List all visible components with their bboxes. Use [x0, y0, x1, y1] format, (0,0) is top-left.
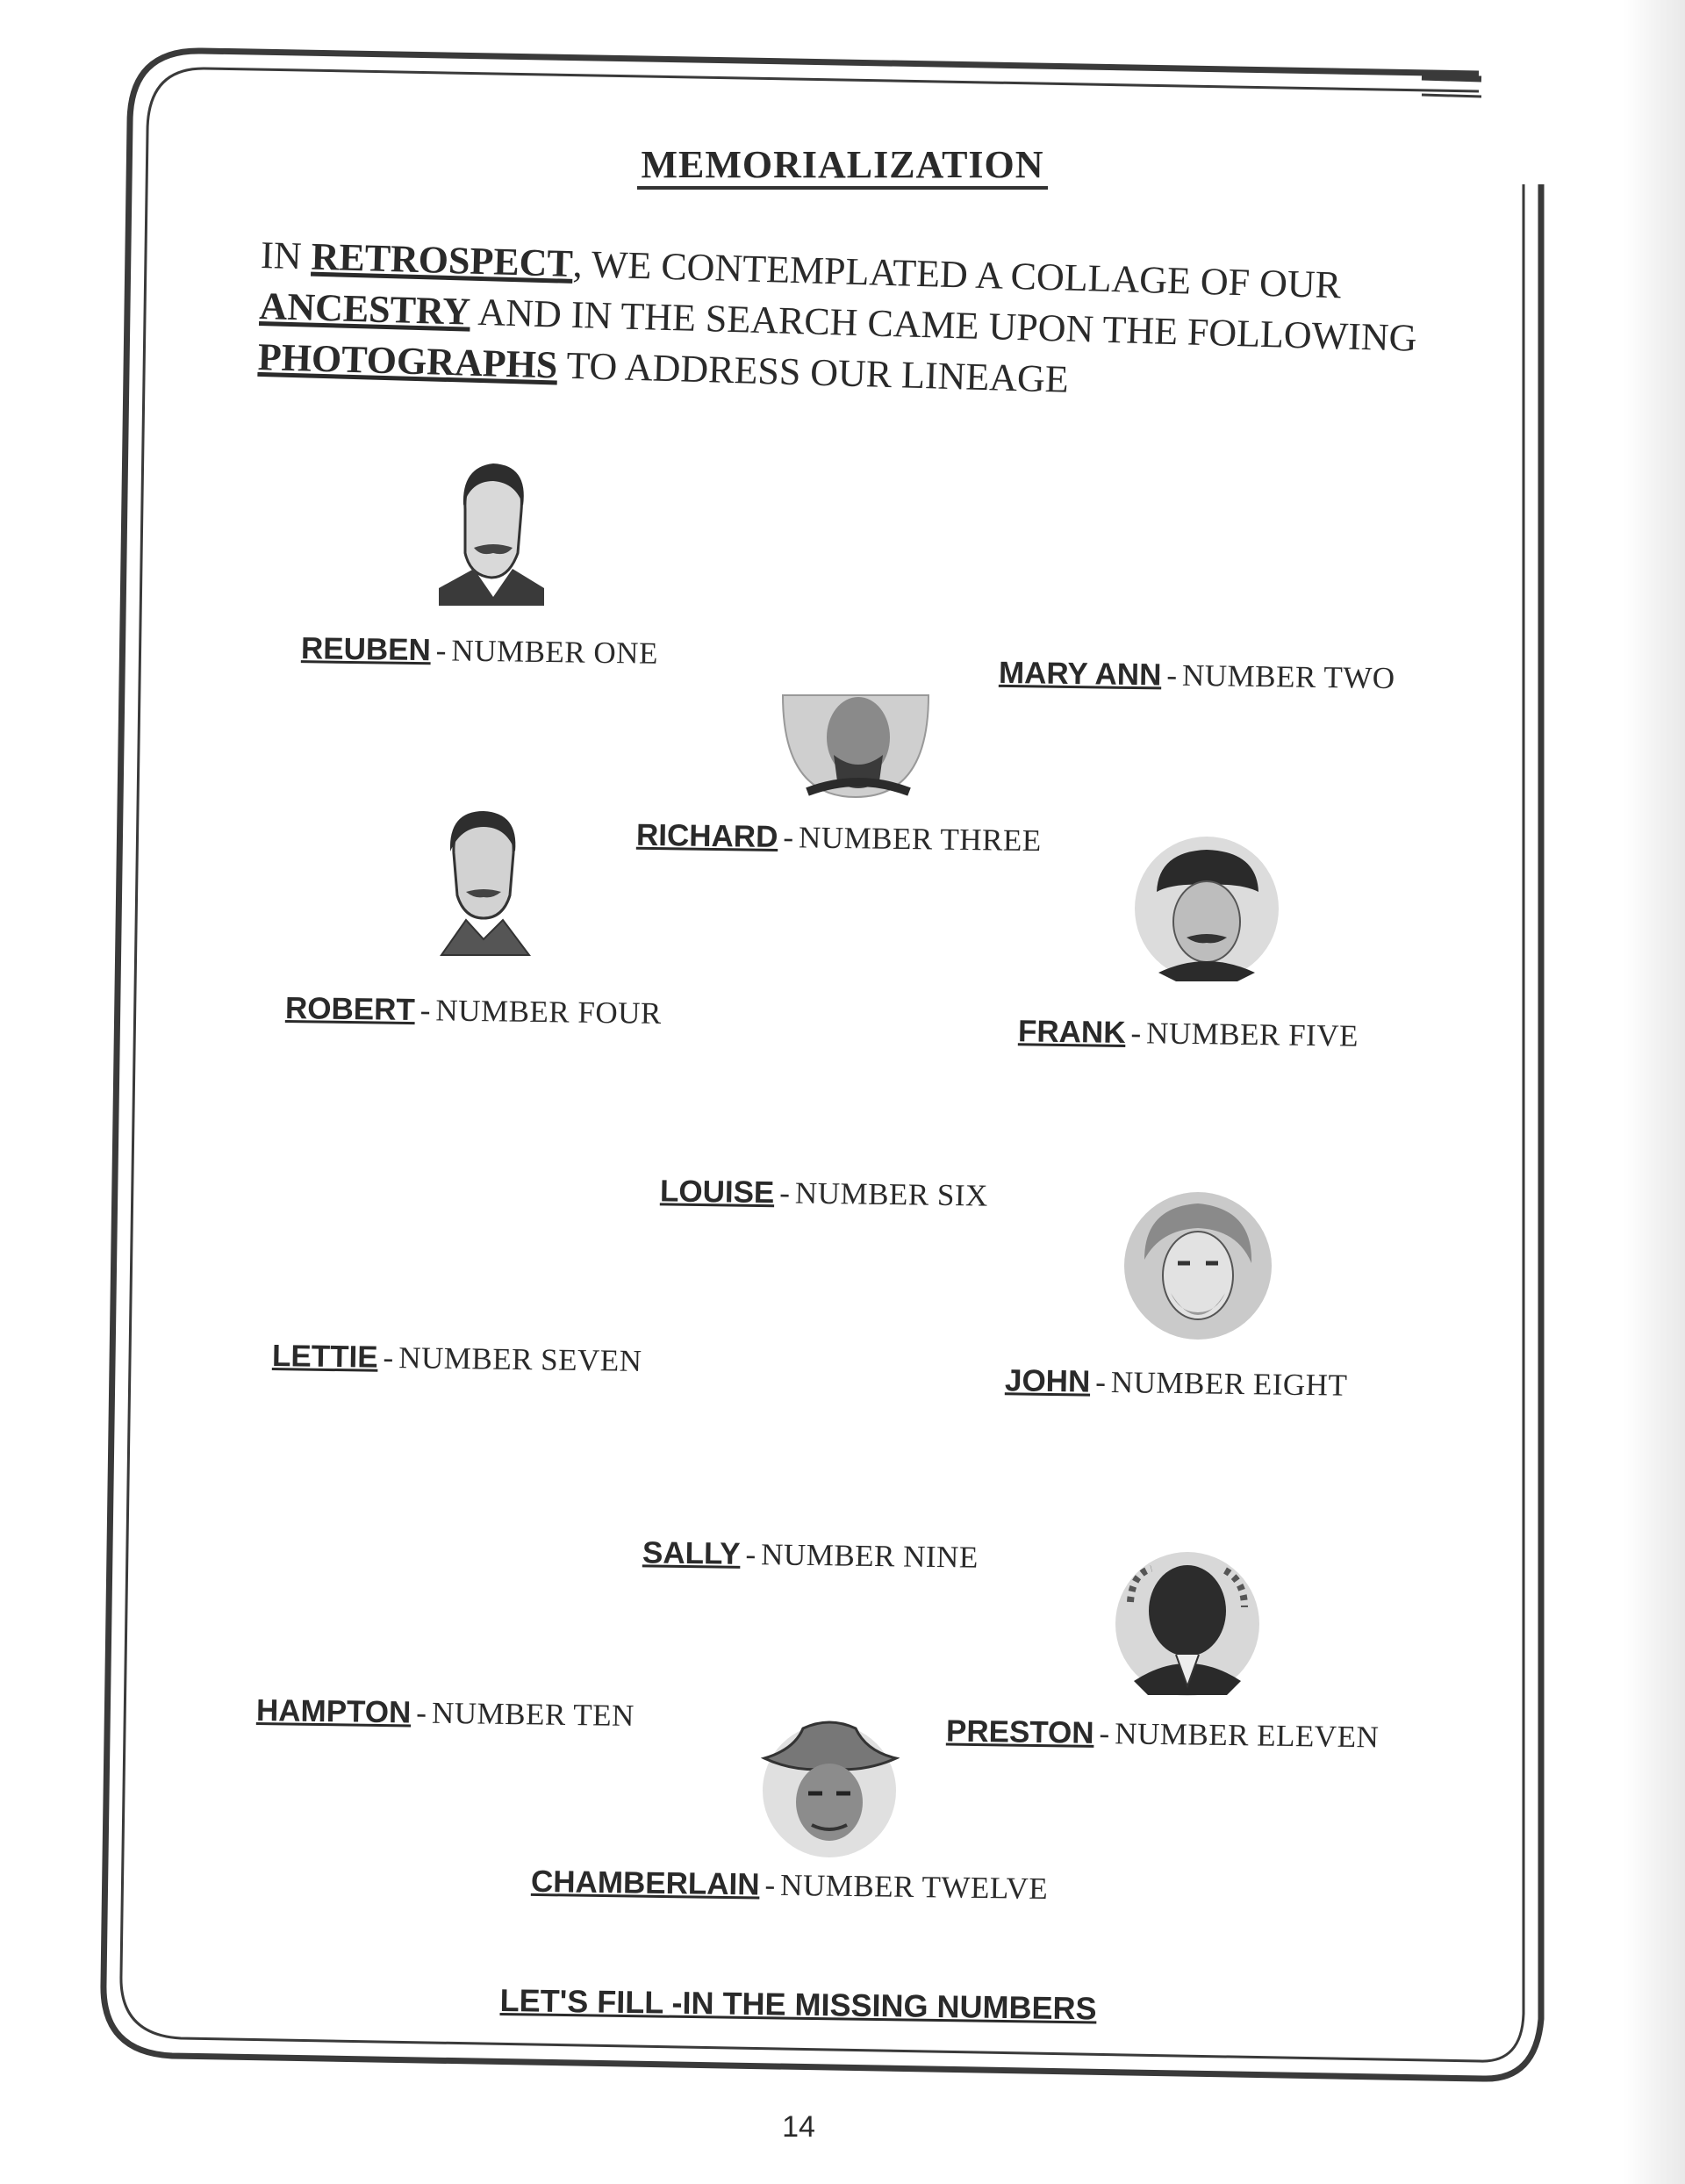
- entry-sally: [642, 1535, 979, 1575]
- page-title-text: MEMORIALIZATION: [637, 143, 1047, 190]
- entry-robert: [285, 991, 662, 1031]
- entry-separator: -: [783, 820, 794, 855]
- entry-number: NUMBER TWO: [1181, 657, 1395, 696]
- entry-name: REUBEN: [300, 631, 432, 668]
- entry-number: NUMBER TEN: [431, 1695, 635, 1734]
- entry-mary-ann: [999, 656, 1395, 696]
- entry-number: NUMBER ONE: [451, 633, 659, 671]
- keyword-photographs: PHOTOGRAPHS: [257, 334, 558, 387]
- entry-number: NUMBER SIX: [794, 1175, 989, 1213]
- entry-name: CHAMBERLAIN: [530, 1864, 760, 1902]
- entry-name: LETTIE: [271, 1339, 378, 1375]
- entry-separator: -: [383, 1340, 394, 1375]
- entry-separator: -: [1130, 1016, 1142, 1051]
- entry-richard: [636, 818, 1042, 859]
- entry-number: NUMBER NINE: [760, 1537, 979, 1575]
- entry-separator: -: [419, 993, 431, 1028]
- portrait-chamberlain: [759, 1716, 900, 1861]
- entry-separator: -: [745, 1536, 756, 1572]
- intro-word-in: IN: [260, 233, 303, 278]
- entry-name: LOUISE: [659, 1174, 775, 1211]
- intro-text-2: AND IN THE SEARCH CAME UPON THE FOLLOWING: [470, 290, 1418, 360]
- intro-text-3: TO ADDRESS OUR LINEAGE: [556, 343, 1070, 401]
- page-number: 14: [782, 2110, 815, 2144]
- entry-name: RICHARD: [635, 817, 778, 855]
- portrait-frank: [1132, 834, 1281, 983]
- portrait-richard: [434, 808, 535, 957]
- entry-number: NUMBER EIGHT: [1110, 1364, 1348, 1403]
- entry-name: FRANK: [1017, 1014, 1126, 1051]
- keyword-ancestry: ANCESTRY: [258, 284, 471, 334]
- entry-number: NUMBER THREE: [798, 820, 1042, 859]
- entry-separator: -: [764, 1867, 776, 1902]
- entry-louise: [660, 1174, 988, 1213]
- entry-separator: -: [1099, 1715, 1110, 1751]
- footer-call-to-action: LET'S FILL -IN THE MISSING NUMBERS: [499, 1982, 1097, 2027]
- entry-separator: -: [1166, 657, 1178, 693]
- entry-number: NUMBER FIVE: [1145, 1016, 1359, 1053]
- entry-separator: -: [1094, 1364, 1107, 1399]
- entry-hampton: [256, 1693, 635, 1734]
- entry-number: NUMBER FOUR: [435, 993, 663, 1031]
- entry-name: MARY ANN: [998, 655, 1162, 693]
- entry-number: NUMBER TWELVE: [779, 1867, 1049, 1907]
- entry-number: NUMBER SEVEN: [398, 1340, 642, 1378]
- entry-name: ROBERT: [284, 991, 416, 1028]
- portrait-mary-ann: [781, 693, 930, 799]
- entry-reuben: [301, 631, 658, 672]
- page-title: [0, 142, 1685, 187]
- entry-separator: -: [435, 633, 447, 668]
- entry-name: HAMPTON: [255, 1692, 412, 1730]
- entry-john: [1005, 1363, 1348, 1403]
- entry-separator: -: [416, 1695, 427, 1730]
- keyword-retrospect: RETROSPECT: [310, 234, 574, 285]
- entry-preston: [946, 1714, 1380, 1756]
- portrait-john: [1122, 1189, 1275, 1343]
- entry-name: SALLY: [642, 1535, 741, 1571]
- entry-separator: -: [779, 1175, 791, 1211]
- entry-chamberlain: [531, 1864, 1049, 1907]
- entry-frank: [1018, 1014, 1359, 1053]
- entry-lettie: [272, 1339, 642, 1379]
- entry-name: PRESTON: [945, 1713, 1094, 1750]
- portrait-preston: [1113, 1549, 1262, 1699]
- portrait-reuben: [421, 456, 553, 606]
- entry-number: NUMBER ELEVEN: [1114, 1716, 1380, 1755]
- intro-text-1: , WE CONTEMPLATED A COLLAGE OF OUR: [572, 241, 1342, 307]
- entry-name: JOHN: [1004, 1363, 1091, 1399]
